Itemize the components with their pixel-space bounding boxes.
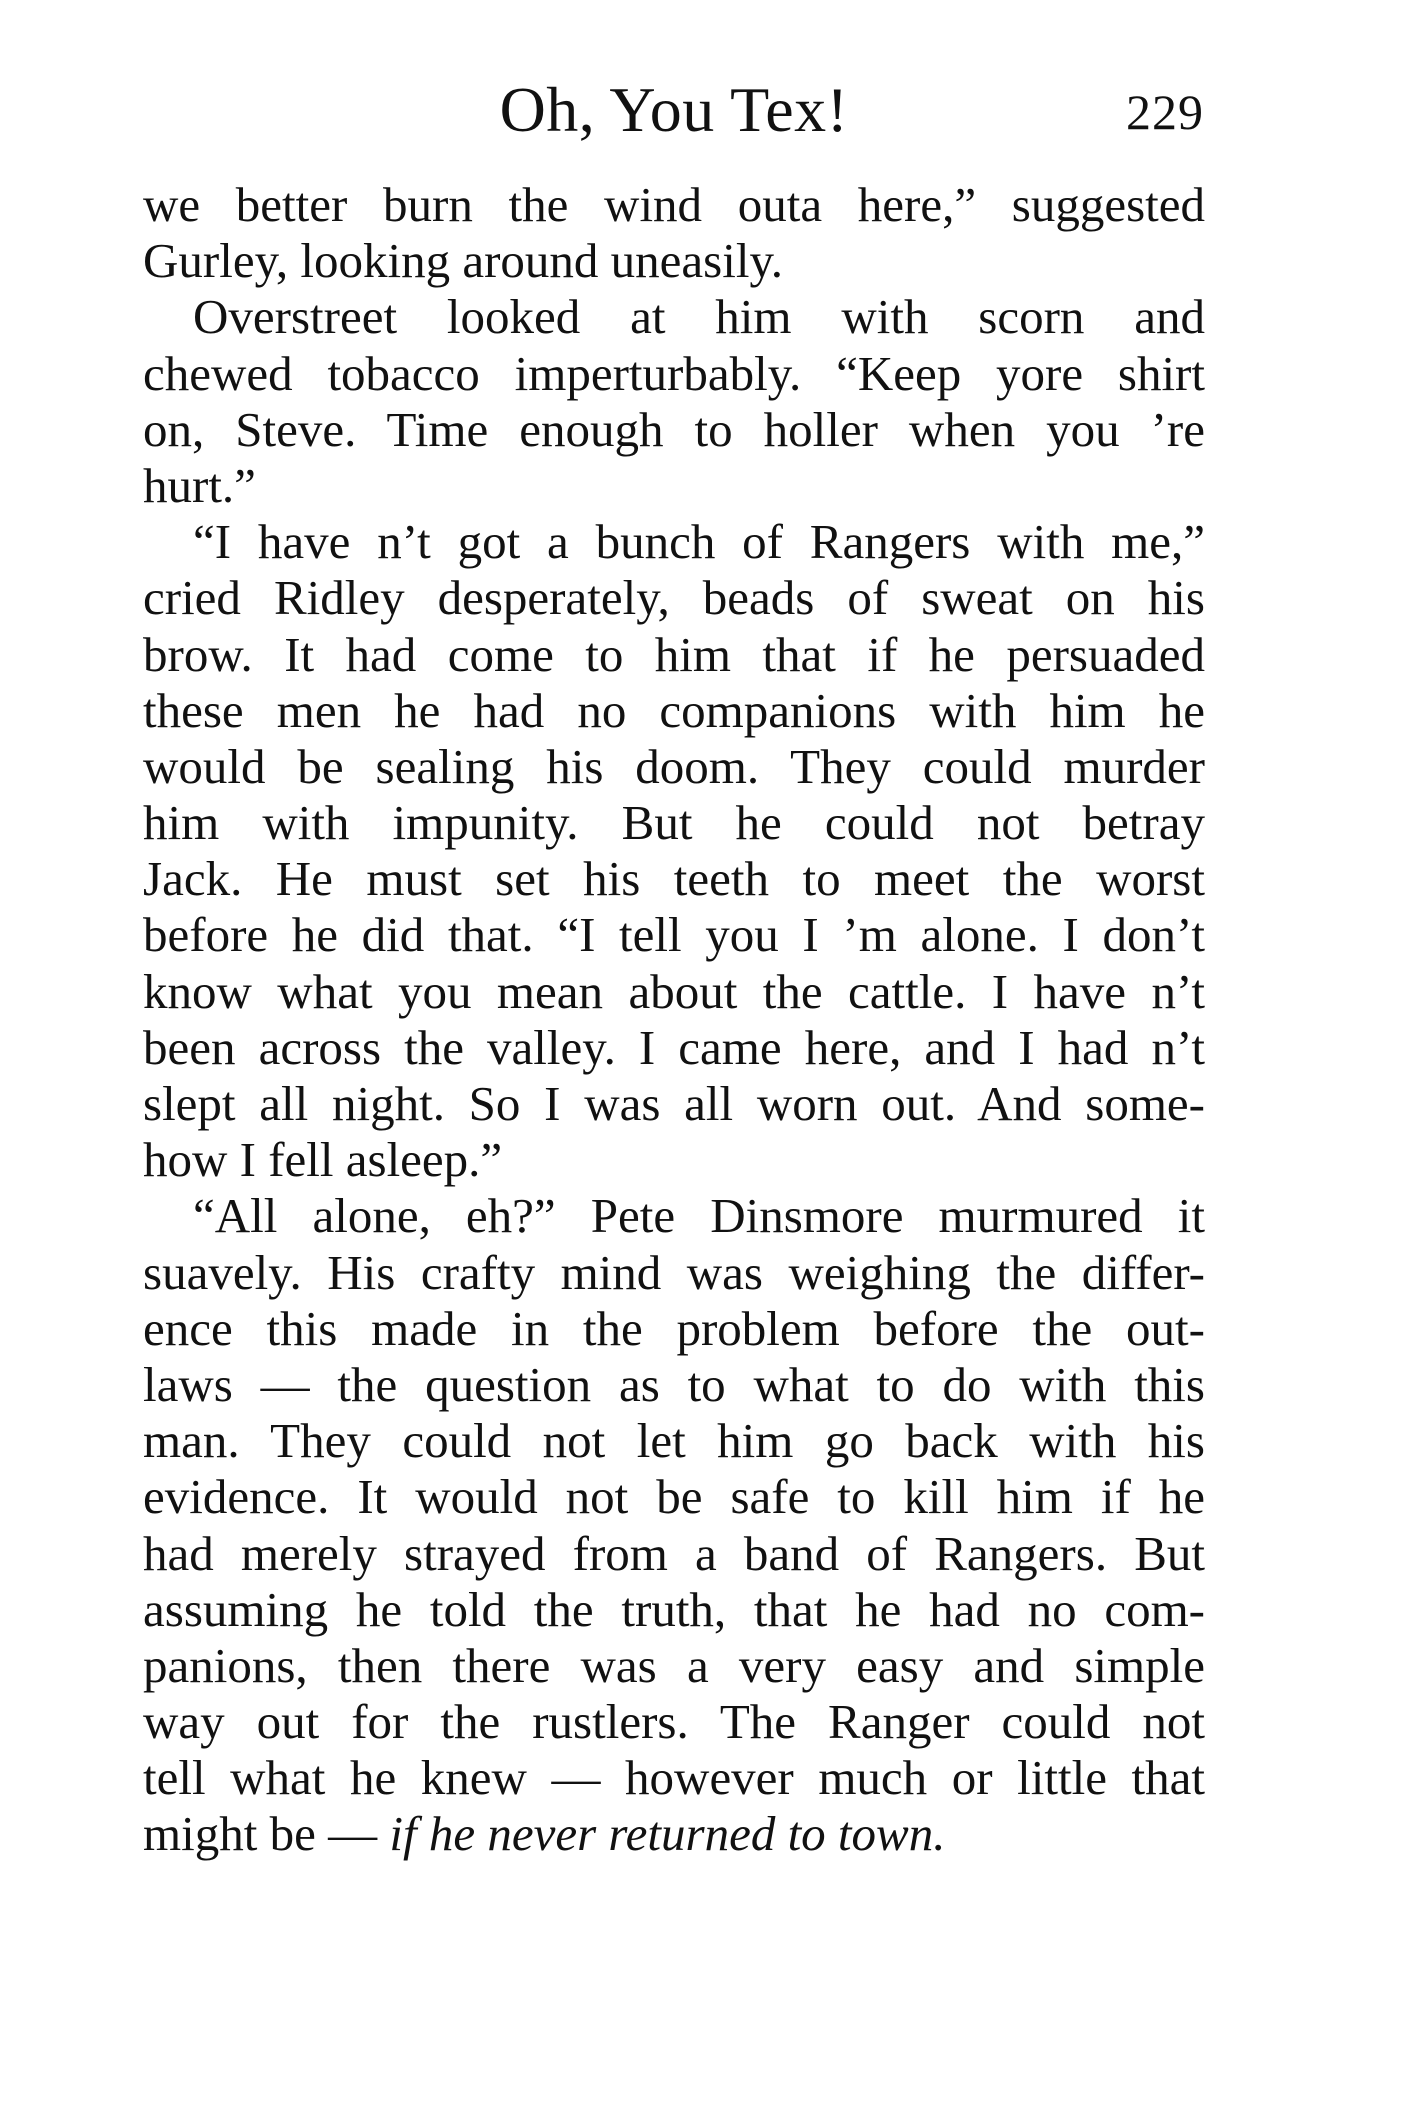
text-line: assuming he told the truth, that he had no com- bbox=[143, 1581, 1205, 1637]
text-line: laws — the question as to what to do with this bbox=[143, 1356, 1205, 1412]
text-line: him with impunity. But he could not betray bbox=[143, 795, 1205, 851]
text-line: would be sealing his doom. They could murder bbox=[143, 738, 1205, 794]
text-line: man. They could not let him go back with his bbox=[143, 1413, 1205, 1469]
text-line: know what you mean about the cattle. I have n’t bbox=[143, 963, 1205, 1019]
running-title: Oh, You Tex! bbox=[499, 74, 849, 145]
last-text-line bbox=[143, 1806, 1205, 1862]
text-line: hurt.” bbox=[143, 457, 256, 513]
text-line: Gurley, looking around uneasily. bbox=[143, 233, 784, 289]
text-line: been across the valley. I came here, and I had n’t bbox=[143, 1019, 1205, 1075]
text-line: brow. It had come to him that if he persuaded bbox=[143, 626, 1205, 682]
text-line: Jack. He must set his teeth to meet the worst bbox=[143, 851, 1205, 907]
last-line-roman: might be — bbox=[143, 1806, 390, 1862]
text-line: these men he had no companions with him he bbox=[143, 682, 1205, 738]
text-line: tell what he knew — however much or little that bbox=[143, 1750, 1205, 1806]
text-line: way out for the rustlers. The Ranger could not bbox=[143, 1694, 1205, 1750]
paragraph-start-line: “I have n’t got a bunch of Rangers with me,” bbox=[193, 514, 1205, 570]
text-line: slept all night. So I was all worn out. And some- bbox=[143, 1076, 1205, 1131]
text-line: chewed tobacco imperturbably. “Keep yore shirt bbox=[143, 345, 1205, 401]
text-line: cried Ridley desperately, beads of sweat on his bbox=[143, 570, 1205, 626]
paragraph-start-line: “All alone, eh?” Pete Dinsmore murmured it bbox=[193, 1188, 1205, 1244]
text-line: we better burn the wind outa here,” suggested bbox=[143, 177, 1205, 232]
text-line: ence this made in the problem before the out- bbox=[143, 1300, 1205, 1356]
text-line: on, Steve. Time enough to holler when you ’re bbox=[143, 401, 1205, 457]
running-head bbox=[144, 70, 1204, 150]
text-line: before he did that. “I tell you I ’m alone. I don’t bbox=[143, 907, 1205, 963]
text-line: how I fell asleep.” bbox=[143, 1132, 503, 1188]
text-line: evidence. It would not be safe to kill him if he bbox=[143, 1469, 1205, 1525]
last-line-italic: if he never returned to town. bbox=[389, 1806, 946, 1862]
text-line: panions, then there was a very easy and simple bbox=[143, 1637, 1205, 1693]
text-line: had merely strayed from a band of Rangers. But bbox=[143, 1525, 1205, 1581]
page-number: 229 bbox=[1126, 84, 1204, 140]
text-line: suavely. His crafty mind was weighing the differ- bbox=[143, 1244, 1205, 1300]
paragraph-start-line: Overstreet looked at him with scorn and bbox=[193, 289, 1205, 345]
body-text bbox=[143, 177, 1205, 1863]
